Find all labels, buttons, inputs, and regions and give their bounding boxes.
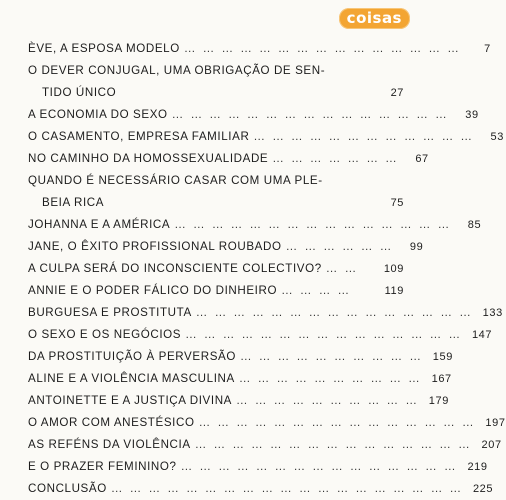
leader-dots: … … … … … … … … … … — [236, 394, 419, 407]
toc-entry-page: 219 — [467, 461, 488, 473]
toc-entry — [28, 104, 479, 126]
leader-dots: … … … … … … … … … … — [238, 372, 422, 385]
toc-entry — [28, 214, 482, 236]
toc-entry — [28, 126, 504, 148]
toc-entry — [28, 236, 424, 258]
toc-entry-page: 85 — [467, 219, 482, 231]
toc-entry-page: 99 — [409, 241, 424, 253]
toc-entry-title: AS REFÉNS DA VIOLÊNCIA — [28, 438, 191, 451]
toc-entry — [28, 368, 452, 390]
toc-entry-page: 7 — [484, 43, 491, 55]
leader-dots: … … — [325, 262, 359, 275]
leader-dots: … … … … … … … … … … — [239, 350, 423, 363]
toc-entry-page: 67 — [415, 153, 429, 165]
toc-entry-title: CONCLUSÃO — [28, 482, 107, 495]
toc-entry-title: NO CAMINHO DA HOMOSSEXUALIDADE — [28, 152, 269, 165]
toc-entry-title: QUANDO É NECESSÁRIO CASAR COM UMA PLE- — [28, 174, 323, 187]
leader-dots: … … … … … … … … … … … … … … … — [198, 416, 476, 429]
toc-entry — [28, 302, 503, 324]
leader-dots: … … … … … … — [285, 240, 394, 253]
toc-entry-page: 39 — [465, 109, 479, 121]
toc-entry-page: 53 — [490, 131, 504, 143]
toc-entry — [28, 170, 404, 214]
toc-entry-page: 147 — [471, 329, 493, 341]
leader-dots: … … … … … … … … … … … … — [253, 130, 474, 143]
toc-entry-page: 207 — [481, 439, 502, 451]
toc-entry — [28, 60, 404, 104]
leader-dots: … … … … … … … … … … … … … … … — [180, 460, 458, 473]
toc-entry-title: DA PROSTITUIÇÃO À PERVERSÃO — [28, 350, 236, 363]
toc-entry-title-continued: BEIA RICA — [42, 196, 105, 209]
toc-entry — [28, 38, 491, 60]
toc-entry-title: E O PRAZER FEMININO? — [28, 460, 177, 473]
toc-entry-title: ANNIE E O PODER FÁLICO DO DINHEIRO — [28, 284, 278, 297]
toc-entry-title: BURGUESA E PROSTITUTA — [28, 306, 192, 319]
toc-entry-title: O SEXO E OS NEGÓCIOS — [28, 328, 182, 341]
toc-entry-title: A CULPA SERÁ DO INCONSCIENTE COLECTIVO? — [28, 262, 322, 275]
toc-entry — [28, 456, 488, 478]
leader-dots: … … … … … … … … … … … … … … … — [183, 42, 461, 55]
toc-entry-page: 179 — [428, 395, 449, 407]
toc-entry-title: JANE, O ÊXITO PROFISSIONAL ROUBADO — [28, 240, 282, 253]
leader-dots: … … … … … … … … … … … … … … … — [174, 218, 452, 231]
leader-dots: … … … … — [281, 284, 352, 297]
leader-dots: … … … … … … … … … … … … … … … — [194, 438, 472, 451]
toc-entry — [28, 390, 449, 412]
leader-dots: … … … … … … … — [272, 152, 399, 165]
toc-entry-title-continued: TIDO ÚNICO — [42, 86, 117, 99]
toc-entry-page: 197 — [485, 417, 506, 429]
toc-entry — [28, 280, 404, 302]
toc-entry — [28, 434, 502, 456]
toc-entry-title: O DEVER CONJUGAL, UMA OBRIGAÇÃO DE SEN- — [28, 64, 326, 77]
toc-entry — [28, 478, 494, 500]
toc-entry-page: 27 — [390, 87, 404, 99]
toc-entry-title: ALINE E A VIOLÊNCIA MASCULINA — [28, 372, 235, 385]
leader-dots: … … … … … … … … … … … … … … … … … … … — [110, 482, 464, 495]
toc-entry-title: ANTOINETTE E A JUSTIÇA DIVINA — [28, 394, 233, 407]
table-of-contents — [28, 38, 506, 500]
toc-entry — [28, 258, 404, 280]
toc-entry-page: 119 — [384, 285, 404, 297]
leader-dots: … … … … … … … … … … … … … … … — [185, 328, 463, 341]
toc-entry-title: O CASAMENTO, EMPRESA FAMILIAR — [28, 130, 250, 143]
leader-dots: … … … … … … … … … … … … … … … — [195, 306, 473, 319]
toc-entry — [28, 412, 506, 434]
toc-entry — [28, 148, 429, 170]
toc-entry-page: 133 — [482, 307, 503, 319]
watermark-logo: coisas — [339, 8, 410, 29]
toc-entry-page: 167 — [431, 373, 452, 385]
toc-entry — [28, 346, 453, 368]
toc-entry-title: JOHANNA E A AMÉRICA — [28, 218, 171, 231]
toc-entry-page: 109 — [383, 263, 404, 275]
toc-entry — [28, 324, 493, 346]
toc-entry-title: O AMOR COM ANESTÉSICO — [28, 416, 195, 429]
toc-entry-title: A ECONOMIA DO SEXO — [28, 108, 168, 121]
toc-entry-page: 159 — [432, 351, 453, 363]
toc-entry-page: 75 — [390, 197, 404, 209]
toc-entry-title: ÈVE, A ESPOSA MODELO — [28, 42, 180, 55]
toc-entry-page: 225 — [472, 483, 494, 495]
leader-dots: … … … … … … … … … … … … … … … — [171, 108, 449, 121]
